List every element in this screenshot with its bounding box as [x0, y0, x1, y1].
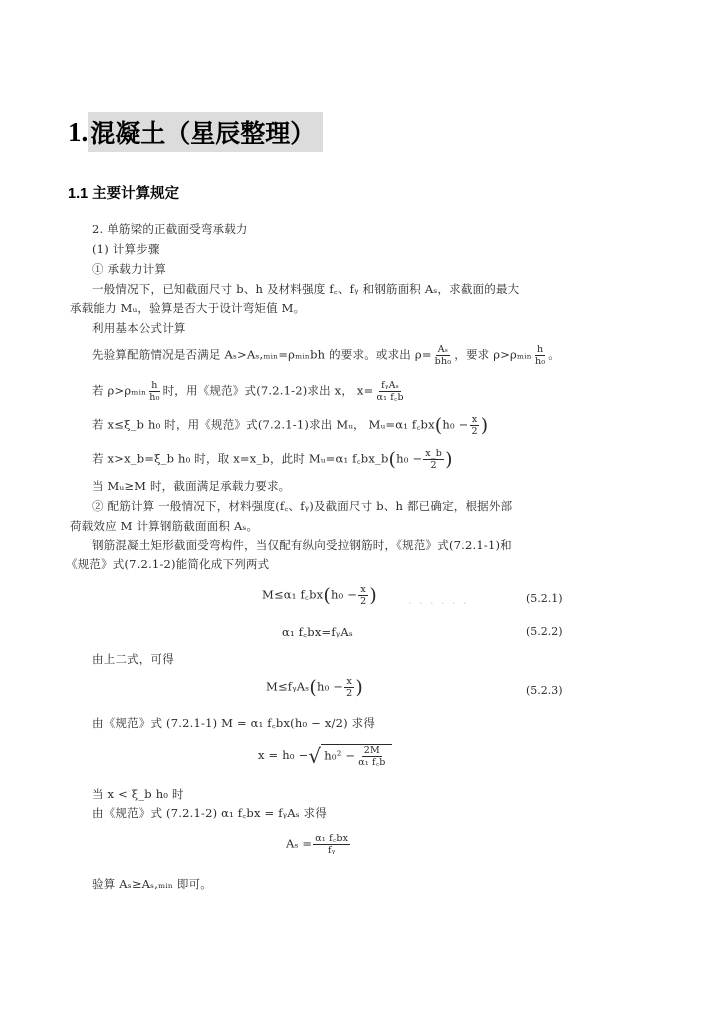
fraction — [356, 745, 387, 768]
paragraph-line: 由《规范》式 (7.2.1-1) M = α₁ f꜀bx(h₀ − x/2) 求得 — [92, 716, 376, 730]
fraction-numerator: 2M — [363, 745, 380, 756]
fraction-numerator: x_b — [425, 448, 443, 459]
fraction-numerator: x — [471, 414, 478, 425]
section-title: 2. 单筋梁的正截面受弯承载力 — [92, 222, 248, 236]
paragraph-line: 一般情况下，已知截面尺寸 b、h 及材料强度 f꜀、fᵧ 和钢筋面积 Aₛ，求截面的最大 — [92, 282, 520, 296]
text-run: 。 — [548, 347, 560, 362]
fraction-numerator: h — [536, 344, 544, 355]
paragraph-line: 利用基本公式计算 — [92, 321, 186, 335]
fraction-numerator: x — [360, 584, 366, 595]
right-paren: ) — [355, 676, 363, 699]
text-run: h₀² − — [324, 748, 356, 763]
heading-1 — [68, 113, 323, 151]
equation-x — [258, 744, 392, 768]
heading-2: 1.1 主要计算规定 — [68, 186, 180, 202]
paragraph-line: 钢筋混凝土矩形截面受弯构件，当仅配有纵向受拉钢筋时，《规范》式(7.2.1-1)和 — [92, 538, 512, 552]
text-run: 时，用《规范》式(7.2.1-2)求出 x， x= — [162, 383, 374, 398]
equation-number: (5.2.3) — [526, 684, 563, 697]
text-run: h₀ − — [396, 451, 423, 466]
formula-line — [92, 414, 488, 437]
fraction — [147, 380, 161, 403]
text-run: h₀ − — [442, 417, 469, 432]
paragraph-line: 《规范》式(7.2.1-2)能简化成下列两式 — [66, 557, 270, 571]
subsection-title: (1) 计算步骤 — [92, 242, 160, 256]
equation-number: (5.2.1) — [526, 592, 563, 605]
step-title: ① 承载力计算 — [92, 262, 167, 276]
left-paren: ( — [309, 676, 318, 699]
paragraph-line: 由上二式，可得 — [92, 652, 174, 666]
formula-line — [92, 344, 560, 367]
fraction — [433, 344, 454, 367]
left-paren: ( — [323, 584, 331, 607]
fraction-denominator: 2 — [471, 426, 478, 437]
fraction — [358, 584, 368, 607]
paragraph-line: 验算 Aₛ≥Aₛ,ₘᵢₙ 即可。 — [92, 877, 213, 891]
formula-line — [92, 448, 453, 471]
fraction — [313, 833, 350, 856]
fraction-denominator: α₁ f꜀b — [376, 392, 404, 403]
fraction-numerator: fᵧAₛ — [381, 380, 400, 391]
text-run: x = h₀ − — [258, 748, 309, 762]
text-run: 若 x>x_b=ξ_b h₀ 时，取 x=x_b，此时 Mᵤ=α₁ f꜀bx_b — [92, 451, 389, 466]
text-run: h₀ − — [317, 679, 344, 694]
fraction-denominator: α₁ f꜀b — [358, 757, 386, 768]
equation-as — [286, 833, 351, 856]
fraction-denominator: 2 — [430, 460, 437, 471]
equation-5-2-3 — [266, 676, 363, 699]
fraction-denominator: fᵧ — [327, 845, 336, 856]
paragraph-line: 承载能力 Mᵤ，验算是否大于设计弯矩值 M。 — [70, 301, 306, 315]
fraction — [533, 344, 547, 367]
fraction-denominator: h₀ — [534, 356, 546, 367]
fraction-denominator: 2 — [360, 596, 367, 607]
heading-1-number: 1. — [68, 116, 89, 147]
fraction-numerator: x — [346, 676, 353, 687]
fraction-numerator: α₁ f꜀bx — [315, 833, 349, 844]
text-run: 若 ρ>ρₘᵢₙ — [92, 383, 147, 398]
heading-1-text: 混凝土（星辰整理） — [88, 112, 323, 152]
text-run: M≤fᵧAₛ — [266, 679, 310, 694]
left-paren: ( — [388, 448, 397, 471]
text-run: h₀ − — [330, 587, 358, 602]
paragraph-line: 荷载效应 M 计算钢筋截面面积 Aₛ。 — [70, 519, 259, 533]
fraction — [374, 380, 405, 403]
fraction-numerator: Aₛ — [437, 344, 449, 355]
text-run: M≤α₁ f꜀bx — [262, 587, 324, 602]
fraction-denominator: bh₀ — [434, 356, 452, 367]
formula-line — [92, 380, 407, 403]
fraction-denominator: h₀ — [149, 392, 160, 403]
right-paren: ) — [369, 584, 377, 607]
text-run: 先验算配筋情况是否满足 Aₛ>Aₛ,ₘᵢₙ=ρₘᵢₙbh 的要求。或求出 ρ= — [92, 347, 432, 362]
paragraph-line: 当 x < ξ_b h₀ 时 — [92, 787, 184, 801]
equation-5-2-2: α₁ f꜀bx=fᵧAₛ — [282, 625, 353, 639]
paragraph-line: ② 配筋计算 一般情况下，材料强度(f꜀、fᵧ)及截面尺寸 b、h 都已确定，根据外部 — [92, 499, 513, 513]
fraction — [423, 448, 444, 471]
fraction-numerator: h — [151, 380, 158, 391]
text-run: ，要求 ρ>ρₘᵢₙ — [454, 347, 532, 362]
right-paren: ) — [480, 414, 489, 437]
text-run: Aₛ = — [286, 836, 313, 851]
paragraph-line: 由《规范》式 (7.2.1-2) α₁ f꜀bx = fᵧAₛ 求得 — [92, 806, 328, 820]
scan-artifact: · · · · · · — [408, 597, 469, 610]
sqrt-body — [321, 744, 391, 768]
right-paren: ) — [445, 448, 453, 471]
fraction — [344, 676, 354, 699]
equation-5-2-1 — [262, 584, 377, 607]
text-run: 若 x≤ξ_b h₀ 时，用《规范》式(7.2.1-1)求出 Mᵤ， Mᵤ=α₁ f꜀bx — [92, 417, 435, 432]
equation-number: (5.2.2) — [526, 625, 563, 638]
sqrt-icon: √ — [308, 744, 322, 768]
paragraph-line: 当 Mᵤ≥M 时，截面满足承载力要求。 — [92, 479, 291, 493]
left-paren: ( — [434, 414, 443, 437]
fraction — [470, 414, 480, 437]
fraction-denominator: 2 — [346, 688, 353, 699]
